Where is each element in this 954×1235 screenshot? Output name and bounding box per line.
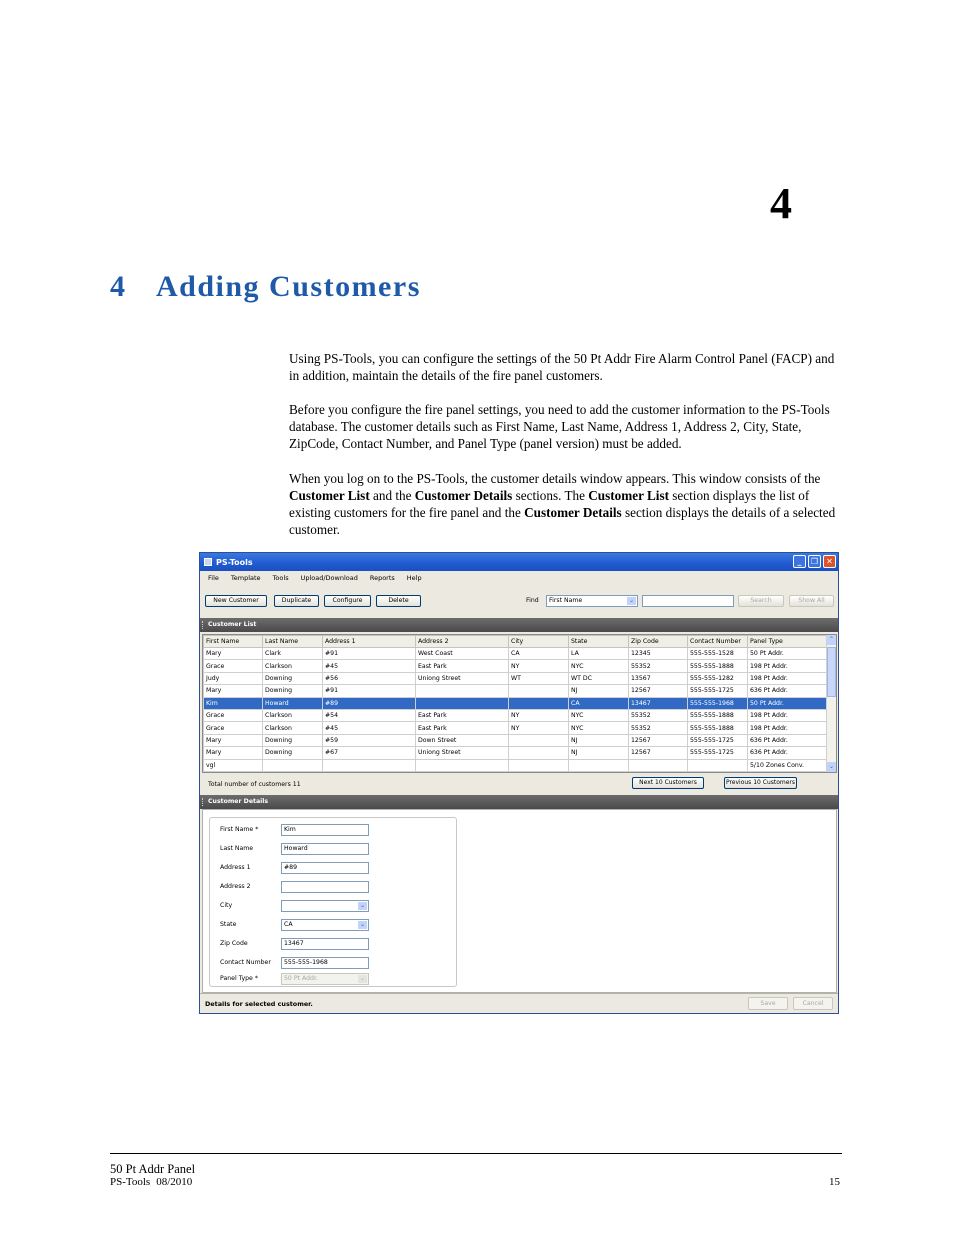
- cancel-button[interactable]: Cancel: [793, 997, 833, 1010]
- table-cell: East Park: [416, 722, 509, 734]
- state-row: [220, 919, 450, 931]
- table-cell: Grace: [204, 660, 263, 672]
- table-cell: [509, 734, 569, 746]
- chevron-down-icon: ⌄: [628, 597, 635, 604]
- table-cell: 12567: [629, 734, 688, 746]
- table-cell: Clarkson: [263, 709, 323, 721]
- table-cell: 636 Pt Addr.: [748, 747, 828, 759]
- table-cell: [416, 759, 509, 771]
- table-cell: NYC: [569, 722, 629, 734]
- city-row: [220, 900, 450, 912]
- table-cell: 198 Pt Addr.: [748, 672, 828, 684]
- footer-product-date: [110, 1176, 192, 1188]
- table-cell: 12567: [629, 747, 688, 759]
- column-header[interactable]: Address 1: [323, 636, 416, 648]
- table-cell: NJ: [569, 734, 629, 746]
- table-cell: Downing: [263, 734, 323, 746]
- table-cell: East Park: [416, 660, 509, 672]
- table-cell: Down Street: [416, 734, 509, 746]
- scroll-up-icon[interactable]: ⌃: [828, 636, 835, 643]
- bold-run: Customer Details: [414, 488, 513, 503]
- column-header[interactable]: State: [569, 636, 629, 648]
- window-titlebar[interactable]: [200, 553, 838, 571]
- table-cell: 12567: [629, 685, 688, 697]
- show-all-button[interactable]: Show All: [789, 595, 834, 607]
- customer-details-title: Customer Details: [208, 798, 269, 805]
- table-cell: 555-555-1725: [688, 685, 748, 697]
- panel-type-value: 50 Pt Addr.: [284, 975, 318, 982]
- table-cell: #56: [323, 672, 416, 684]
- table-cell: 555-555-1282: [688, 672, 748, 684]
- state-label: State: [220, 921, 237, 928]
- last-name-label: Last Name: [220, 845, 254, 852]
- table-cell: NY: [509, 709, 569, 721]
- new-customer-button[interactable]: New Customer: [205, 595, 267, 607]
- zip-label: Zip Code: [220, 940, 248, 947]
- table-row[interactable]: [204, 709, 828, 721]
- table-cell: NY: [509, 660, 569, 672]
- footer-date: 08/2010: [156, 1176, 193, 1188]
- menu-reports[interactable]: Reports: [369, 574, 395, 582]
- table-row[interactable]: [204, 734, 828, 746]
- table-cell: NJ: [569, 747, 629, 759]
- table-cell: 555-555-1888: [688, 722, 748, 734]
- table-cell: 555-555-1528: [688, 648, 748, 660]
- bold-run: Customer List: [289, 488, 370, 503]
- status-text: Details for selected customer.: [205, 1000, 313, 1008]
- panel-type-select[interactable]: [281, 973, 369, 985]
- state-select[interactable]: [281, 919, 369, 931]
- column-header[interactable]: Last Name: [263, 636, 323, 648]
- table-cell: vgl: [204, 759, 263, 771]
- menu-upload-download[interactable]: Upload/Download: [300, 574, 358, 582]
- customer-list-header: [200, 618, 838, 632]
- panel-type-label: Panel Type *: [220, 975, 258, 982]
- table-cell: [509, 697, 569, 709]
- table-cell: Kim: [204, 697, 263, 709]
- table-cell: LA: [569, 648, 629, 660]
- column-header[interactable]: Contact Number: [688, 636, 748, 648]
- save-button[interactable]: Save: [748, 997, 788, 1010]
- table-cell: West Coast: [416, 648, 509, 660]
- footer-divider: [110, 1153, 842, 1154]
- window-title: PS-Tools: [216, 557, 253, 567]
- table-cell: #67: [323, 747, 416, 759]
- table-cell: [688, 759, 748, 771]
- bold-run: Customer Details: [524, 505, 622, 520]
- vertical-scrollbar[interactable]: [826, 635, 836, 772]
- window-description-paragraph: [289, 470, 841, 538]
- table-cell: #54: [323, 709, 416, 721]
- contact-row: [220, 957, 450, 969]
- column-header[interactable]: First Name: [204, 636, 263, 648]
- table-cell: 555-555-1888: [688, 660, 748, 672]
- table-cell: Downing: [263, 685, 323, 697]
- window-controls: [793, 555, 836, 568]
- table-cell: 50 Pt Addr.: [748, 648, 828, 660]
- table-cell: Downing: [263, 747, 323, 759]
- table-cell: #45: [323, 722, 416, 734]
- delete-button[interactable]: Delete: [376, 595, 421, 607]
- table-cell: 555-555-1725: [688, 734, 748, 746]
- table-cell: #59: [323, 734, 416, 746]
- table-cell: #45: [323, 660, 416, 672]
- grip-icon: [202, 621, 204, 629]
- total-customers: Total number of customers 11: [208, 781, 301, 788]
- table-row[interactable]: [204, 672, 828, 684]
- table-cell: Mary: [204, 685, 263, 697]
- app-icon: [204, 558, 212, 566]
- previous-customers-button[interactable]: Previous 10 Customers: [724, 777, 797, 789]
- table-cell: Judy: [204, 672, 263, 684]
- duplicate-button[interactable]: Duplicate: [274, 595, 319, 607]
- table-cell: 198 Pt Addr.: [748, 722, 828, 734]
- first-name-row: [220, 824, 450, 836]
- table-cell: NJ: [569, 685, 629, 697]
- table-cell: [629, 759, 688, 771]
- table-row[interactable]: [204, 722, 828, 734]
- table-cell: 636 Pt Addr.: [748, 734, 828, 746]
- table-cell: Mary: [204, 747, 263, 759]
- find-field-value: First Name: [549, 597, 583, 604]
- table-cell: [509, 759, 569, 771]
- text-run: When you log on to the PS-Tools, the customer details window appears. This window consists of the: [289, 471, 821, 486]
- table-cell: 198 Pt Addr.: [748, 709, 828, 721]
- address2-label: Address 2: [220, 883, 251, 890]
- minimize-button[interactable]: _: [793, 555, 806, 568]
- chevron-down-icon: ⌄: [359, 921, 366, 928]
- text-run: sections. The: [512, 488, 589, 503]
- table-cell: 198 Pt Addr.: [748, 660, 828, 672]
- table-cell: Grace: [204, 722, 263, 734]
- scroll-thumb[interactable]: [827, 647, 836, 697]
- zip-field[interactable]: 13467: [281, 938, 369, 950]
- column-header[interactable]: Zip Code: [629, 636, 688, 648]
- chevron-down-icon: ⌄: [359, 975, 366, 982]
- table-cell: 55352: [629, 709, 688, 721]
- intro-paragraph: Using PS-Tools, you can configure the settings of the 50 Pt Addr Fire Alarm Control Panel (FACP) and in addition, maintain the details of the fire panel customers.: [289, 351, 835, 383]
- close-button[interactable]: ✕: [823, 555, 836, 568]
- page-title: [110, 270, 421, 304]
- menu-file[interactable]: File: [208, 574, 219, 582]
- first-name-field[interactable]: Kim: [281, 824, 369, 836]
- table-cell: 636 Pt Addr.: [748, 685, 828, 697]
- table-cell: [416, 685, 509, 697]
- table-row[interactable]: [204, 660, 828, 672]
- city-select[interactable]: [281, 900, 369, 912]
- table-cell: WT DC: [569, 672, 629, 684]
- table-cell: 12345: [629, 648, 688, 660]
- menu-help[interactable]: Help: [406, 574, 422, 582]
- menu-bar: [200, 571, 838, 585]
- table-row[interactable]: [204, 697, 828, 709]
- table-cell: Howard: [263, 697, 323, 709]
- table-row[interactable]: [204, 759, 828, 771]
- customer-list-body: [204, 648, 828, 772]
- search-button[interactable]: Search: [738, 595, 784, 607]
- page-number: 15: [829, 1176, 840, 1188]
- first-name-label: First Name *: [220, 826, 259, 833]
- table-cell: Clarkson: [263, 660, 323, 672]
- table-cell: 555-555-1968: [688, 697, 748, 709]
- column-header[interactable]: Address 2: [416, 636, 509, 648]
- table-cell: 555-555-1725: [688, 747, 748, 759]
- table-cell: [416, 697, 509, 709]
- table-cell: #91: [323, 685, 416, 697]
- menu-template[interactable]: Template: [230, 574, 261, 582]
- text-run: section displays the list of existing customers for the fire panel and the: [289, 488, 810, 520]
- column-header[interactable]: City: [509, 636, 569, 648]
- table-cell: WT: [509, 672, 569, 684]
- chapter-number: 4: [770, 179, 792, 228]
- table-cell: 13467: [629, 697, 688, 709]
- table-cell: 50 Pt Addr.: [748, 697, 828, 709]
- find-field-select[interactable]: [546, 595, 638, 607]
- address1-row: [220, 862, 450, 874]
- contact-label: Contact Number: [220, 959, 271, 966]
- bold-run: Customer List: [588, 488, 669, 503]
- state-value: CA: [284, 921, 293, 928]
- table-cell: Mary: [204, 648, 263, 660]
- table-cell: 55352: [629, 660, 688, 672]
- grip-icon: [202, 798, 204, 806]
- table-cell: Downing: [263, 672, 323, 684]
- table-cell: NYC: [569, 660, 629, 672]
- table-cell: CA: [509, 648, 569, 660]
- customer-list-title: Customer List: [208, 621, 257, 628]
- footer-title: 50 Pt Addr Panel: [110, 1162, 196, 1176]
- address1-field[interactable]: #89: [281, 862, 369, 874]
- customer-details-header: [200, 795, 838, 809]
- text-run: and the: [369, 488, 415, 503]
- customer-details-panel: [202, 809, 837, 993]
- chevron-down-icon: ⌄: [359, 902, 366, 909]
- table-cell: East Park: [416, 709, 509, 721]
- menu-tools[interactable]: Tools: [272, 574, 289, 582]
- ps-tools-window: [199, 552, 839, 1014]
- scroll-down-icon[interactable]: ⌄: [828, 763, 835, 770]
- panel-type-row: [220, 973, 450, 985]
- table-cell: [509, 747, 569, 759]
- zip-row: [220, 938, 450, 950]
- table-cell: 13567: [629, 672, 688, 684]
- address2-field[interactable]: [281, 881, 369, 893]
- maximize-button[interactable]: ❐: [808, 555, 821, 568]
- last-name-field[interactable]: Howard: [281, 843, 369, 855]
- text-run: section displays the details of a selected customer.: [289, 505, 836, 537]
- table-cell: CA: [569, 697, 629, 709]
- address2-row: [220, 881, 450, 893]
- customer-list-table: [202, 634, 837, 773]
- table-cell: Clarkson: [263, 722, 323, 734]
- contact-field[interactable]: 555-555-1968: [281, 957, 369, 969]
- find-label: Find: [526, 597, 539, 604]
- table-cell: 55352: [629, 722, 688, 734]
- address1-label: Address 1: [220, 864, 251, 871]
- table-cell: Clark: [263, 648, 323, 660]
- table-row[interactable]: [204, 747, 828, 759]
- table-cell: NYC: [569, 709, 629, 721]
- heading-number: 4: [110, 270, 127, 303]
- table-cell: [263, 759, 323, 771]
- last-name-row: [220, 843, 450, 855]
- configure-button[interactable]: Configure: [324, 595, 371, 607]
- table-cell: Grace: [204, 709, 263, 721]
- table-cell: [323, 759, 416, 771]
- table-cell: 555-555-1888: [688, 709, 748, 721]
- column-header[interactable]: Panel Type: [748, 636, 828, 648]
- table-cell: [509, 685, 569, 697]
- table-cell: 5/10 Zones Conv.: [748, 759, 828, 771]
- find-input[interactable]: [642, 595, 734, 607]
- table-header-row: [204, 636, 828, 648]
- table-cell: NY: [509, 722, 569, 734]
- table-row[interactable]: [204, 648, 828, 660]
- table-row[interactable]: [204, 685, 828, 697]
- heading-title: Adding Customers: [156, 270, 421, 303]
- table-cell: Mary: [204, 734, 263, 746]
- city-label: City: [220, 902, 233, 909]
- table-cell: [569, 759, 629, 771]
- toolbar: [200, 595, 838, 609]
- table-cell: #89: [323, 697, 416, 709]
- table-cell: Uniong Street: [416, 672, 509, 684]
- customer-details-form: [209, 817, 457, 987]
- table-cell: #91: [323, 648, 416, 660]
- table-cell: Uniong Street: [416, 747, 509, 759]
- next-customers-button[interactable]: Next 10 Customers: [632, 777, 704, 789]
- status-bar: [200, 993, 838, 1013]
- footer-product: PS-Tools: [110, 1176, 151, 1188]
- prereq-paragraph: Before you configure the fire panel settings, you need to add the customer information to the PS-Tools database. The customer details such as First Name, Last Name, Address 1, Address 2, City, State, ZipCode, Contact Number, and Panel Type (panel version) must be added.: [289, 402, 830, 451]
